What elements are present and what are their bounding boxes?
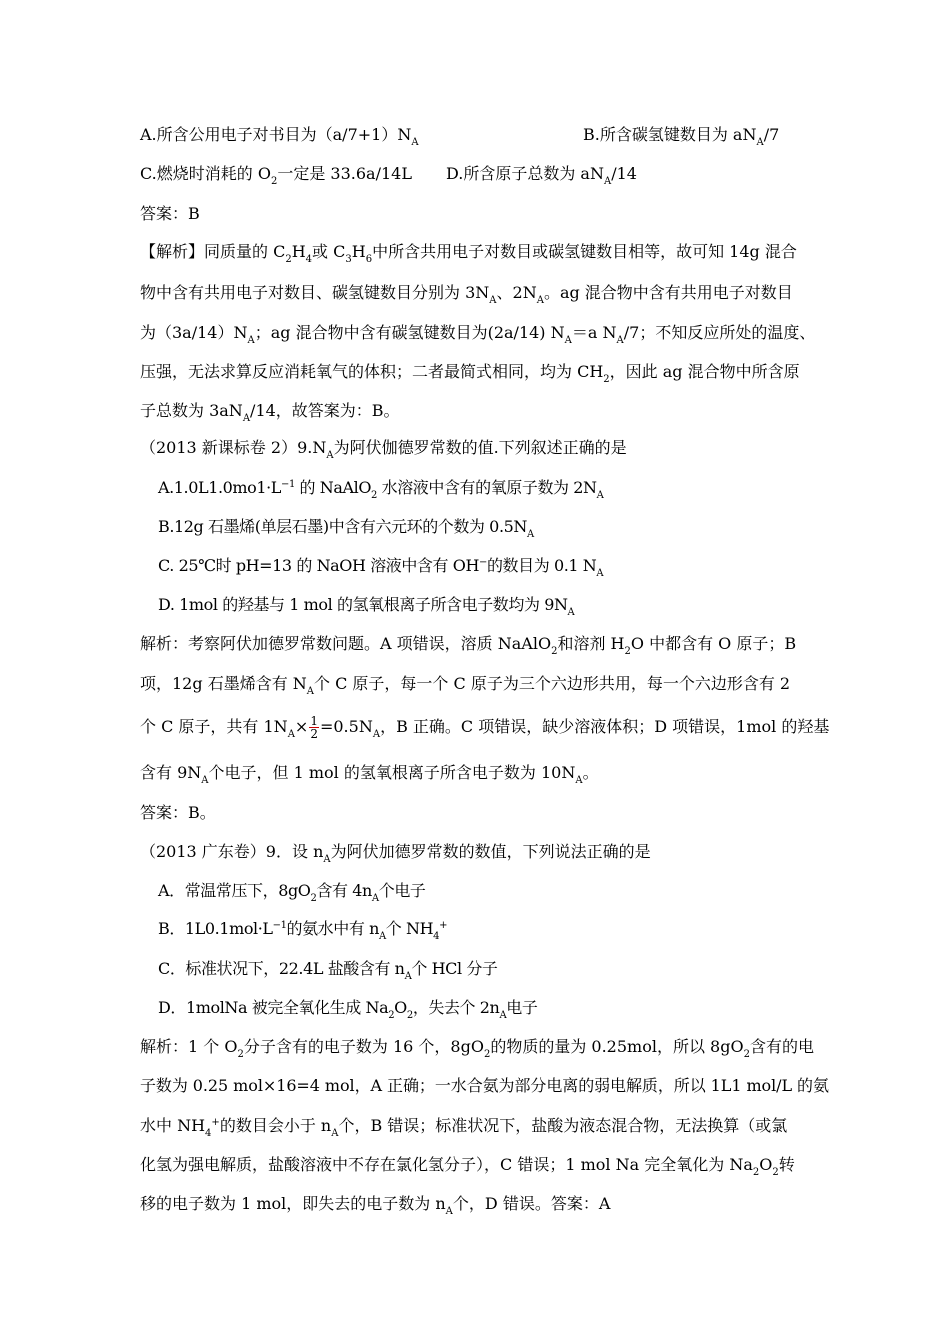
q1-answer: 答案：B	[140, 204, 200, 223]
q1-options-row-1	[140, 124, 830, 146]
q1-explanation-line: 为$(3a/14)N_A$；ag 混合物中含有碳氢键数目为(2a/14) $N_A=a$ $N_A/7$；不知反应所处的温度、	[140, 323, 816, 346]
q1-option-d: D.所含原子总数为 $aN_A/14$	[446, 164, 637, 187]
q2-explanation-line: 个 C 原子，共有 $1N_A\times$ $\frac{1}{2}$ $=0.5N_A$，B 正确。C 项错误，缺少溶液体积；D 项错误，1mol 的羟基	[140, 714, 830, 741]
q1-explanation-line: 物中含有共用电子对数目、碳氢键数目分别为 $3N_A$、$2N_A$。ag 混合物中含有共用电子对数目	[140, 283, 793, 306]
fraction-one-half: $\frac{1}{2}$	[310, 714, 318, 741]
q3-explanation-line: 子数为 0.25 mol×16=4 mol，A 正确；一水合氨为部分电离的弱电解质，所以 1L1 mol/L 的氨	[140, 1076, 829, 1095]
q2-explanation-line: 含有 $9N_A$个电子，但 1 mol 的氢氧根离子所含电子数为 $10N_A$。	[140, 763, 599, 786]
q3-option-b: B．$1L0.1mol\cdot L^{-1}$的氨水中有 $n_A$个 $NH_4^+$	[158, 919, 448, 942]
q3-option-c: C．标准状况下，22.4L 盐酸含有 $n_A$个 HCl 分子	[158, 959, 498, 982]
q2-option-d: D. 1mol 的羟基与 1 mol 的氢氧根离子所含电子数均为 $9N_A$	[158, 595, 575, 618]
q1-option-c: C.燃烧时消耗的 $O_2$一定是 33.6a/14L	[140, 164, 412, 187]
q3-explanation-line: 化氢为强电解质，盐酸溶液中不存在氯化氢分子），C 错误；1 mol Na 完全氧化为 $Na_2O_2$转	[140, 1155, 795, 1178]
q1-explanation-line: 【解析】同质量的 $C_2H_4$或 $C_3H_6$中所含共用电子对数目或碳氢键数目相等，故可知 14g 混合	[140, 242, 797, 265]
q3-explanation-line: 解析：1 个 $O_2$分子含有的电子数为 16 个，$8gO_2$的物质的量为 0.25mol，所以 $8gO_2$含有的电	[140, 1037, 814, 1060]
q1-option-b: B.所含碳氢键数目为 $aN_A/7$	[583, 125, 780, 148]
q3-option-a: A．常温常压下，$8gO_2$含有 $4n_A$个电子	[158, 881, 426, 904]
q2-option-b: B.12g 石墨烯(单层石墨)中含有六元环的个数为 $0.5N_A$	[158, 517, 534, 540]
q2-stem: （2013 新课标卷 $2)9.N_A$为阿伏伽德罗常数的值.下列叙述正确的是	[140, 438, 627, 461]
q3-stem: （2013 广东卷）9．设 $n_A$为阿伏加德罗常数的数值，下列说法正确的是	[140, 842, 651, 865]
q2-option-a: $A.1.0L1.0mo1\cdot L^{-1}$ 的 NaAlO$_2$ 水溶液中含有的氧原子数为 $2N_A$	[158, 478, 604, 501]
q2-answer: 答案：B。	[140, 803, 216, 822]
q1-explanation-line: 子总数为 $3aN_A/14$，故答案为：B。	[140, 401, 400, 424]
q3-option-d: D．1molNa 被完全氧化生成 $Na_2O_2$，失去个 $2n_A$电子	[158, 998, 538, 1021]
q2-option-c: C. 25℃时 pH=13 的 NaOH 溶液中含有 OH−的数目为 0.1 $N_A$	[158, 556, 604, 579]
q1-option-a: A.所含公用电子对书目为$(a/7+1)N_A$	[140, 125, 419, 148]
q3-explanation-line: 移的电子数为 1 mol，即失去的电子数为 $n_A$个，D 错误。答案：A	[140, 1194, 611, 1217]
q2-explanation-line: 解析：考察阿伏加德罗常数问题。A 项错误，溶质 NaAlO$_2$和溶剂 $H_2O$ 中都含有 O 原子；B	[140, 634, 797, 657]
q1-explanation-line: 压强，无法求算反应消耗氧气的体积；二者最简式相同，均为 $CH_2$，因此 ag 混合物中所含原	[140, 362, 800, 385]
q1-options-row-2	[140, 163, 830, 185]
q2-explanation-line: 项，12g 石墨烯含有 $N_A$个 C 原子，每一个 C 原子为三个六边形共用，每一个六边形含有 2	[140, 674, 791, 697]
q3-explanation-line: 水中 $NH_4^+$的数目会小于 $n_A$个，B 错误；标准状况下，盐酸为液态混合物，无法换算（或氯	[140, 1116, 788, 1139]
